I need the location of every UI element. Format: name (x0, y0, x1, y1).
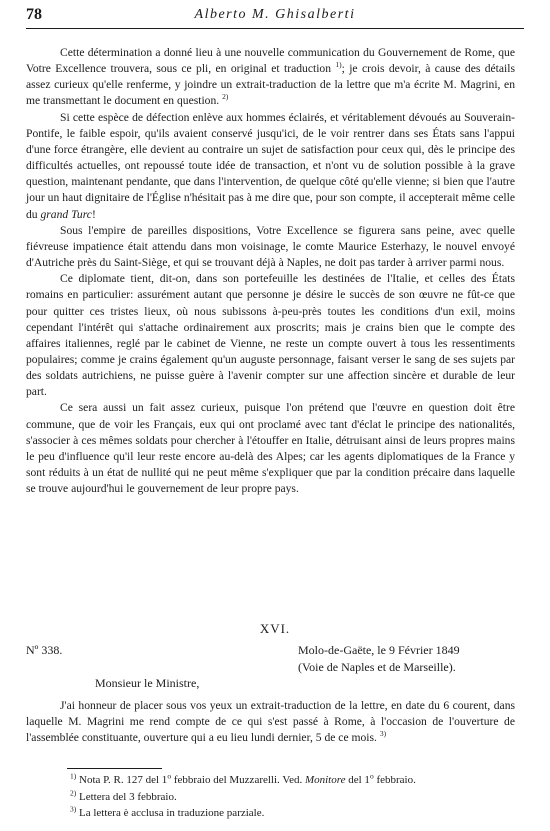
running-header (26, 6, 524, 29)
running-title: Alberto M. Ghisalberti (194, 7, 356, 22)
place-and-date (298, 642, 460, 676)
paragraph: Cette détermination a donné lieu à une nouvelle communication du Gouvernement de Rome, que Votre Excellence trouvera, sous ce pli, en original et traduction $^{1)}$; je crois devoir, à cause des détails assez curieux qu'elle renferme, y joindre un extrait-traduction de la lettre que m'a écrite M. Magrini, en me transmettant le document en question. $^{2)}$ (26, 46, 515, 108)
letter-text (26, 698, 515, 747)
main-text (26, 45, 515, 497)
paragraph: Ce sera aussi un fait assez curieux, puisque l'on prétend que l'œuvre en question doit être commune, que de voir les Français, eux qui ont proclamé avec tant d'éclat le principe des nationalités, s'associer à ces mêmes soldats pour chercher à l'étouffer en Italie, détruisant ainsi de leurs propres mains le peu d'influence qu'il leur reste encore au-delà des Alpes; car les agents diplomatiques de la France y sont réduits à un état de nullité qui ne peut même s'expliquer que par la condition précaire dans laquelle se trouve aujourd'hui le gouvernement de leur propre pays. (26, 401, 515, 496)
place-date-line: Molo-de-Gaëte, le 9 Février 1849 (298, 643, 460, 657)
footnote-ref: 1) (335, 60, 342, 70)
paragraph: Sous l'empire de pareilles dispositions, Votre Excellence se figurera sans peine, avec quelle fiévreuse impatience était attendu dans mon voisinage, le comte Maurice Esterhazy, le nouvel envoyé d'Autriche près du Saint-Siège, et qui se trouvant déjà à Naples, ne doit pas tarder à arriver parmi nous. (26, 223, 515, 270)
paragraph: J'ai honneur de placer sous vos yeux un extrait-traduction de la lettre, en date du 6 courent, dans laquelle M. Magrini me rend compte de ce qui s'est passé à Rome, à l'occasion de l'ouverture de l'assemblée constituante, ouverture qui a eu lieu lundi dernier, 5 de ce mois. $^{3)}$ (26, 699, 515, 745)
route-line: (Voie de Naples et de Marseille). (298, 660, 456, 674)
footnote-mark: 1) (70, 771, 77, 781)
paragraph: Ce diplomate tient, dit-on, dans son portefeuille les destinées de l'Italie, et celles des États romains en particulier: assurément autant que personne je désire le succès de son œuvre ne fût-ce que pour quitter ces tristes lieux, où nous subissons à-peu-près toutes les conditions d'un exil, moins cependant l'intérêt qui s'attache ordinairement aux proscrits; mais je crains bien que le compte des affaires italiennes, reglé par le cabinet de Vienne, ne reste un compte ouvert à tous les ressentiments populaires; comme je crains également qu'un auguste personnage, faisant verser le sang de ses sujets par des soldats autrichiens, ne puisse guère à l'avenir compter sur une affection sincère et durable de leur part. (26, 272, 515, 399)
footnote-mark: 2) (70, 787, 77, 797)
footnote: $^{1)}$ Nota P. R. 127 del 1$^o$ febbraio del Muzzarelli. Ved. Monitore del 1$^o$ febbraio. (70, 771, 416, 786)
paragraph: Si cette espèce de défection enlève aux hommes éclairés, et véritablement dévoués au Souverain-Pontife, le faible espoir, qu'ils avaient conservé jusqu'ici, de le voir rentrer dans ses États sans l'appui d'une force étrangère, elle devient au contraire un sujet de satisfaction pour ceux qui, dès le principe des difficultés actuelles, ont repoussé toute idée de transaction, et n'ont vu de solution possible à la grave question, maintenant pendante, que dans l'intervention, de quelque côté qu'elle vienne; si bien que l'autre jour un haut dignitaire de l'Église n'hésitait pas à me dire que, pour son compte, il accepterait même celle du grand Turc! (26, 110, 515, 221)
document-number-heading: XVI. (259, 621, 291, 636)
footnote-separator (67, 768, 162, 769)
footnote: $^{3)}$ La lettera è acclusa in traduzione parziale. (70, 804, 265, 819)
footnote-ref: 3) (379, 729, 387, 739)
page-number: 78 (26, 6, 42, 23)
emphasis: grand Turc (40, 207, 92, 221)
footnote: $^{2)}$ Lettera del 3 febbraio. (70, 787, 177, 803)
footnotes (70, 772, 520, 822)
footnote-ref: 2) (222, 92, 229, 102)
footnote-mark: 3) (70, 804, 77, 814)
document-reference-number: Nº 338. (26, 643, 63, 657)
salutation: Monsieur le Ministre, (95, 676, 200, 690)
